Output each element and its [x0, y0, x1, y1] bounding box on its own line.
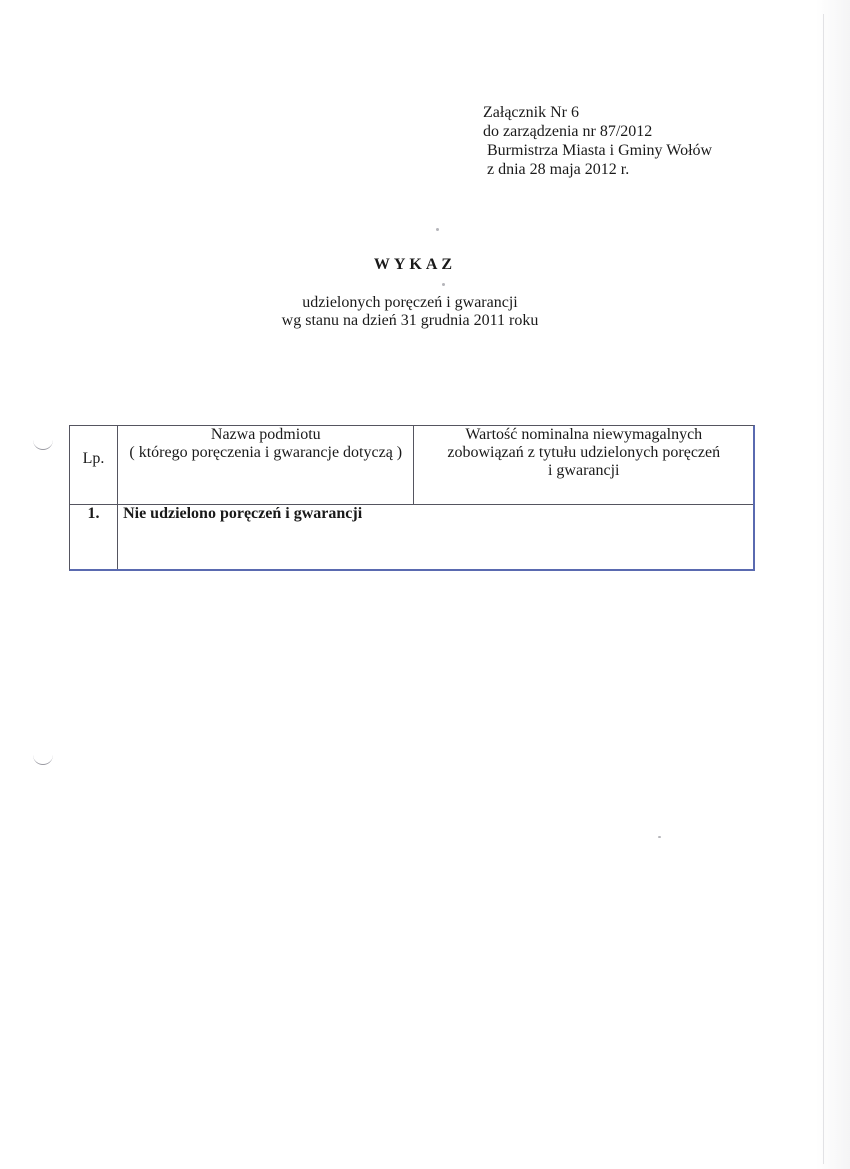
table-header-row: [70, 426, 753, 505]
page-edge-shadow: [816, 0, 850, 1169]
header-nominal-value: [414, 426, 753, 505]
annex-header: [483, 103, 712, 179]
punch-hole-mark-top: [33, 437, 53, 450]
header-nominal-value-line-1: Wartość nominalna niewymagalnych: [465, 426, 703, 443]
header-nominal-value-line-3: i gwarancji: [547, 462, 620, 479]
subtitle-line-2: wg stanu na dzień 31 grudnia 2011 roku: [281, 312, 539, 329]
annex-ordinance: do zarządzenia nr 87/2012: [483, 123, 653, 140]
table-row: [70, 505, 753, 569]
header-nominal-value-line-2: zobowiązań z tytułu udzielonych poręczeń: [447, 444, 721, 461]
page-edge-line: [823, 14, 824, 1164]
document-title: WYKAZ: [373, 256, 457, 273]
row-lp: 1.: [70, 505, 118, 569]
header-lp: [70, 426, 118, 505]
annex-date: z dnia 28 maja 2012 r.: [487, 161, 630, 178]
annex-number: Załącznik Nr 6: [483, 104, 579, 121]
header-entity-name-line-1: Nazwa podmiotu: [210, 426, 321, 443]
scan-speck: [658, 836, 661, 838]
document-subtitle: [0, 294, 820, 330]
header-entity-name-line-2: ( którego poręczenia i gwarancje dotyczą ): [129, 444, 403, 461]
subtitle-line-1: udzielonych poręczeń i gwarancji: [302, 294, 518, 311]
scan-speck: [442, 283, 445, 286]
annex-issuer: Burmistrza Miasta i Gminy Wołów: [487, 142, 713, 159]
punch-hole-mark-bottom: [33, 752, 53, 765]
row-entity-name: Nie udzielono poręczeń i gwarancji: [123, 505, 363, 522]
header-lp-text: Lp.: [82, 450, 105, 467]
scan-speck: [436, 228, 439, 231]
header-entity-name: [118, 426, 414, 505]
guarantees-table: [69, 425, 755, 571]
